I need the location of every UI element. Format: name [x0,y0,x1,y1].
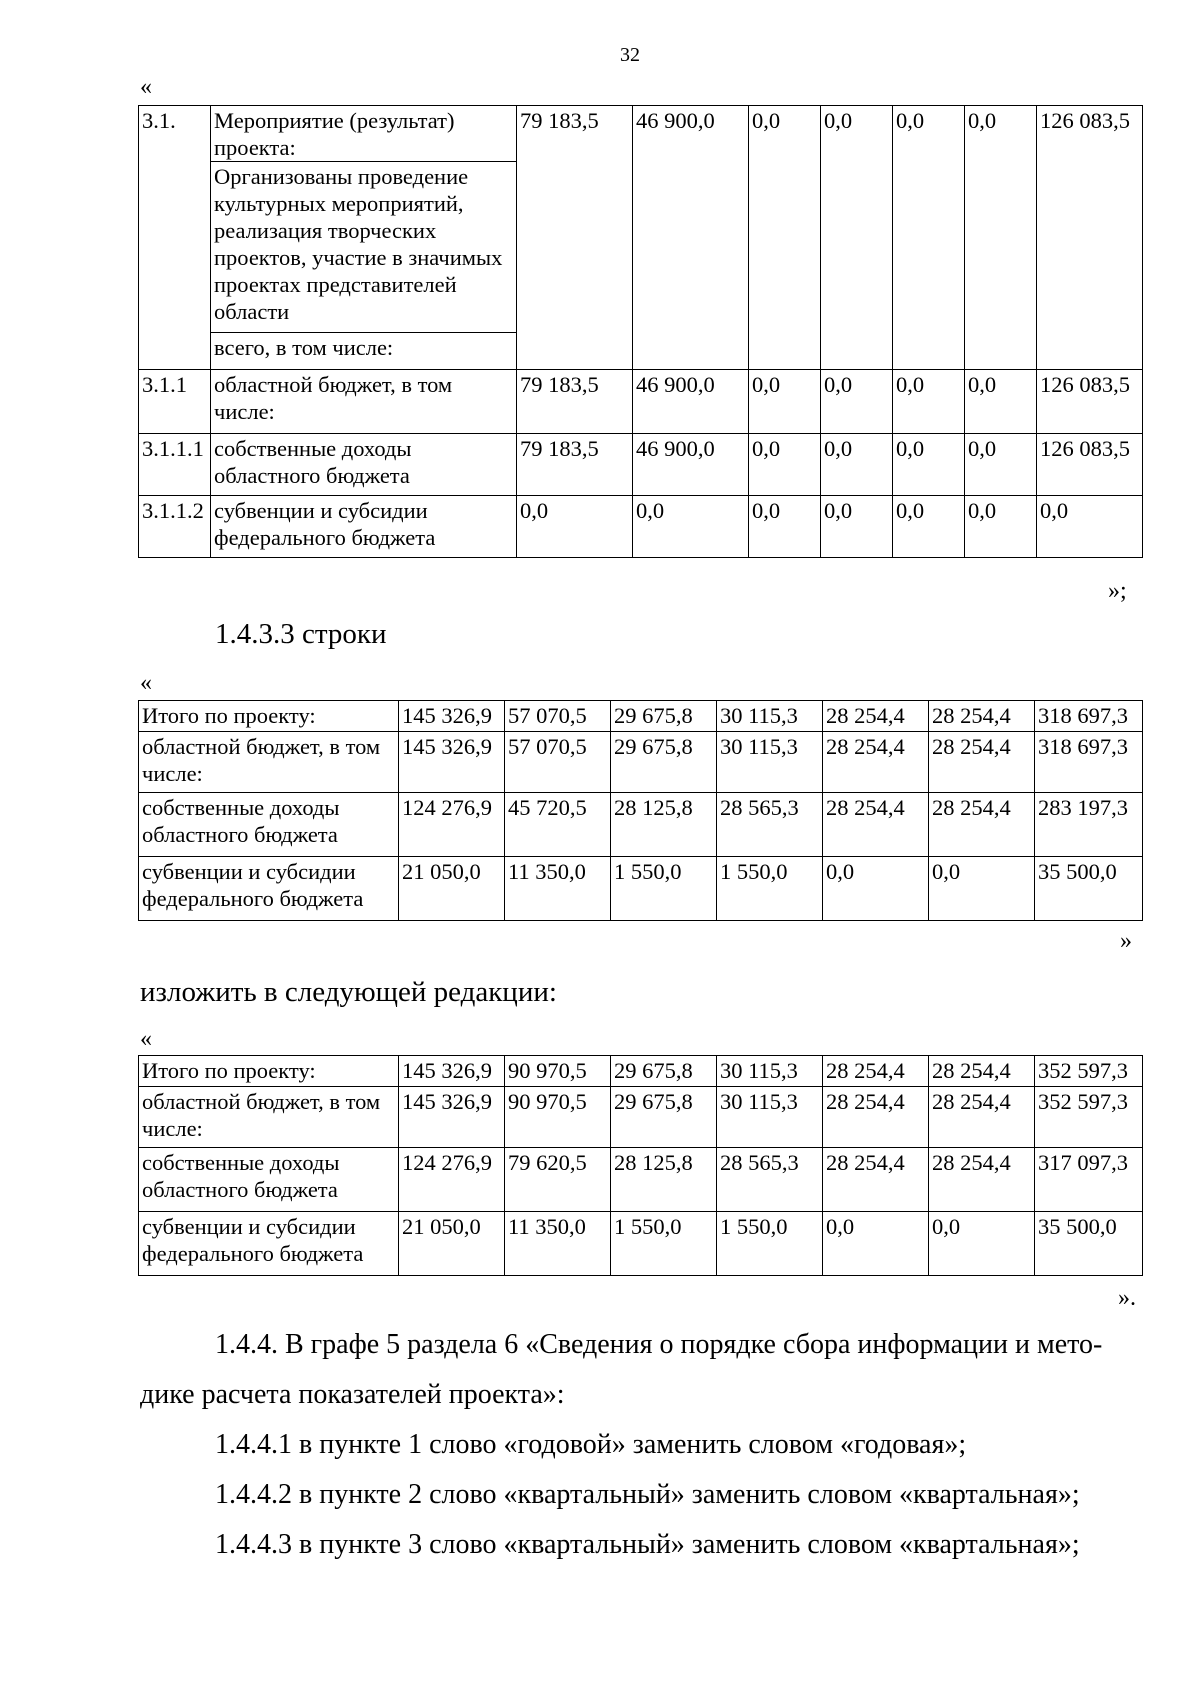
cell-value: 0,0 [823,857,929,921]
cell-total-label: всего, в том числе: [211,333,517,370]
cell-value: 28 254,4 [823,793,929,857]
cell-value: 0,0 [821,370,893,434]
cell-value: 28 565,3 [717,793,823,857]
cell-value: 0,0 [893,434,965,496]
table-row [139,370,1143,434]
cell-value: 0,0 [1037,496,1143,558]
cell-value: 46 900,0 [633,434,749,496]
cell-value: 0,0 [821,434,893,496]
paragraph-1-4-4-line-1: 1.4.4. В графе 5 раздела 6 «Сведения о порядке сбора информации и мето- [215,1329,1103,1360]
paragraph-1-4-4-line-2: дике расчета показателей проекта»: [140,1379,565,1410]
paragraph-1-4-4-2: 1.4.4.2 в пункте 2 слово «квартальный» заменить словом «квартальная»; [215,1479,1080,1510]
table-row [139,1212,1143,1276]
cell-value: 1 550,0 [611,857,717,921]
cell-value: 28 254,4 [823,1056,929,1087]
cell-label: Мероприятие (результат) проекта: [211,106,517,162]
cell-value: 0,0 [965,370,1037,434]
table-activity-3-1 [138,105,1143,558]
cell-value: 1 550,0 [611,1212,717,1276]
cell-value: 145 326,9 [399,1056,505,1087]
cell-value: 11 350,0 [505,1212,611,1276]
close-quote-2: » [1120,928,1132,954]
cell-label: Итого по проекту: [139,701,399,732]
cell-label: областной бюджет, в том числе: [139,732,399,793]
cell-value: 57 070,5 [505,732,611,793]
cell-value: 0,0 [821,496,893,558]
cell-value: 0,0 [929,857,1035,921]
cell-value: 57 070,5 [505,701,611,732]
cell-value: 0,0 [893,496,965,558]
cell-value: 0,0 [929,1212,1035,1276]
table-row [139,1148,1143,1212]
cell-label: субвенции и субсидии федерального бюджета [139,1212,399,1276]
heading-new-edition: изложить в следующей редакции: [140,976,557,1008]
cell-value: 317 097,3 [1035,1148,1143,1212]
cell-label: Итого по проекту: [139,1056,399,1087]
cell-value: 29 675,8 [611,1087,717,1148]
cell-value: 1 550,0 [717,1212,823,1276]
close-quote-1: »; [1108,578,1127,604]
paragraph-1-4-4-3: 1.4.4.3 в пункте 3 слово «квартальный» заменить словом «квартальная»; [215,1529,1080,1560]
cell-value: 0,0 [633,496,749,558]
cell-value: 79 183,5 [517,106,633,370]
cell-value: 0,0 [965,434,1037,496]
cell-value: 90 970,5 [505,1087,611,1148]
paragraph-1-4-4-1: 1.4.4.1 в пункте 1 слово «годовой» заменить словом «годовая»; [215,1429,967,1460]
open-quote-2: « [140,670,152,696]
cell-value: 30 115,3 [717,701,823,732]
cell-code: 3.1. [139,106,211,370]
cell-label: субвенции и субсидии федерального бюджета [211,496,517,558]
cell-value: 46 900,0 [633,106,749,370]
cell-label: собственные доходы областного бюджета [211,434,517,496]
cell-code: 3.1.1.1 [139,434,211,496]
table-row [139,701,1143,732]
table-row [139,106,1143,162]
table-row [139,1056,1143,1087]
cell-value: 352 597,3 [1035,1056,1143,1087]
cell-value: 28 254,4 [823,1148,929,1212]
cell-value: 90 970,5 [505,1056,611,1087]
table-row [139,496,1143,558]
cell-label: собственные доходы областного бюджета [139,793,399,857]
cell-value: 28 125,8 [611,793,717,857]
cell-value: 11 350,0 [505,857,611,921]
cell-value: 145 326,9 [399,701,505,732]
cell-value: 0,0 [965,106,1037,370]
cell-label: собственные доходы областного бюджета [139,1148,399,1212]
cell-value: 28 565,3 [717,1148,823,1212]
cell-value: 0,0 [893,106,965,370]
cell-value: 30 115,3 [717,1056,823,1087]
cell-label: областной бюджет, в том числе: [211,370,517,434]
cell-value: 28 254,4 [929,732,1035,793]
cell-value: 35 500,0 [1035,1212,1143,1276]
cell-value: 21 050,0 [399,1212,505,1276]
cell-value: 0,0 [965,496,1037,558]
cell-value: 28 254,4 [823,732,929,793]
table-project-total-new [138,1055,1143,1276]
page-number: 32 [620,44,640,66]
cell-value: 28 254,4 [823,701,929,732]
table-project-total-old [138,700,1143,921]
cell-value: 29 675,8 [611,701,717,732]
cell-value: 352 597,3 [1035,1087,1143,1148]
cell-value: 126 083,5 [1037,106,1143,370]
cell-value: 318 697,3 [1035,701,1143,732]
cell-value: 0,0 [749,370,821,434]
cell-value: 28 254,4 [929,1056,1035,1087]
cell-value: 1 550,0 [717,857,823,921]
table-row [139,857,1143,921]
cell-label: областной бюджет, в том числе: [139,1087,399,1148]
cell-description: Организованы проведение культурных мероприятий, реализация творческих проектов, участие в значимых проектах представителей области [211,162,517,333]
cell-value: 0,0 [749,106,821,370]
cell-value: 79 183,5 [517,370,633,434]
cell-value: 126 083,5 [1037,370,1143,434]
cell-value: 79 620,5 [505,1148,611,1212]
cell-value: 30 115,3 [717,732,823,793]
cell-value: 0,0 [823,1212,929,1276]
cell-value: 21 050,0 [399,857,505,921]
cell-value: 45 720,5 [505,793,611,857]
table-row [139,793,1143,857]
cell-value: 283 197,3 [1035,793,1143,857]
cell-value: 318 697,3 [1035,732,1143,793]
cell-value: 28 125,8 [611,1148,717,1212]
cell-value: 28 254,4 [929,1148,1035,1212]
cell-value: 28 254,4 [929,701,1035,732]
cell-value: 126 083,5 [1037,434,1143,496]
open-quote-1: « [140,74,152,100]
cell-value: 46 900,0 [633,370,749,434]
table-row [139,732,1143,793]
cell-value: 0,0 [821,106,893,370]
table-row [139,1087,1143,1148]
cell-label: субвенции и субсидии федерального бюджета [139,857,399,921]
cell-value: 0,0 [517,496,633,558]
close-quote-3: ». [1118,1285,1136,1311]
cell-value: 29 675,8 [611,1056,717,1087]
table-row [139,434,1143,496]
cell-value: 124 276,9 [399,1148,505,1212]
cell-value: 79 183,5 [517,434,633,496]
heading-rows: 1.4.3.3 строки [215,618,387,650]
cell-value: 30 115,3 [717,1087,823,1148]
cell-value: 0,0 [893,370,965,434]
cell-code: 3.1.1.2 [139,496,211,558]
cell-code: 3.1.1 [139,370,211,434]
cell-value: 0,0 [749,434,821,496]
cell-value: 145 326,9 [399,732,505,793]
cell-value: 145 326,9 [399,1087,505,1148]
cell-value: 35 500,0 [1035,857,1143,921]
cell-value: 28 254,4 [823,1087,929,1148]
cell-value: 28 254,4 [929,1087,1035,1148]
cell-value: 29 675,8 [611,732,717,793]
cell-value: 28 254,4 [929,793,1035,857]
open-quote-3: « [140,1026,152,1052]
cell-value: 124 276,9 [399,793,505,857]
cell-value: 0,0 [749,496,821,558]
